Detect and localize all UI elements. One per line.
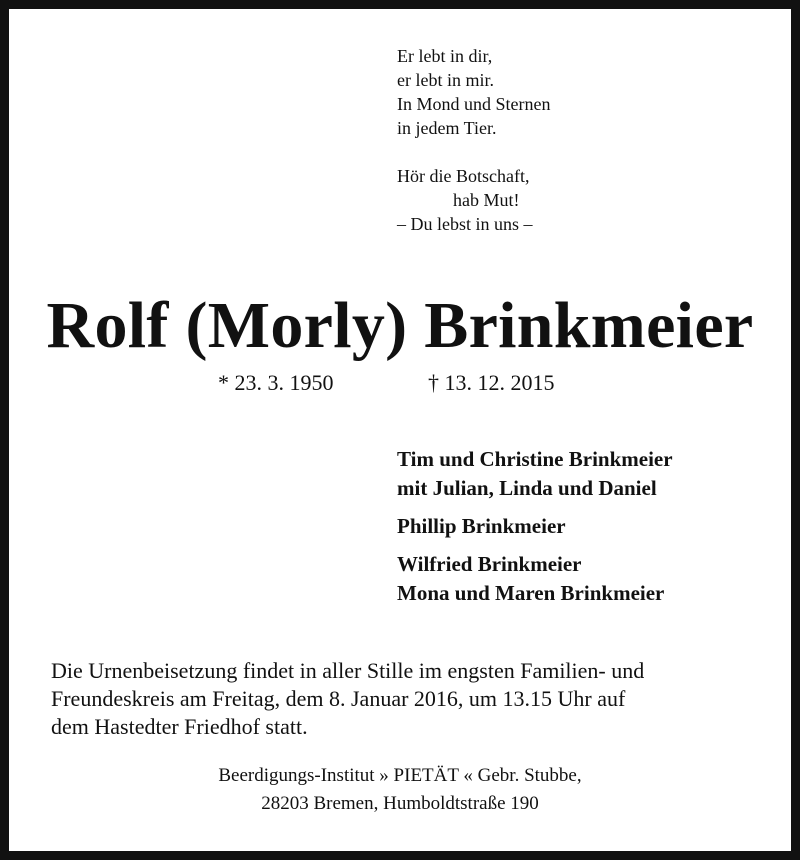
mourner-line: mit Julian, Linda und Daniel xyxy=(397,476,657,500)
mourner-line: Wilfried Brinkmeier xyxy=(397,552,582,576)
mourner-line: Tim und Christine Brinkmeier xyxy=(397,447,673,471)
announcement-line: Die Urnenbeisetzung findet in aller Stille im engsten Familien- und xyxy=(51,658,645,683)
death-date: † 13. 12. 2015 xyxy=(428,370,555,395)
announcement-line: dem Hastedter Friedhof statt. xyxy=(51,714,308,739)
poem-stanza-2 xyxy=(397,164,550,236)
mourner-group xyxy=(397,512,673,541)
funeral-home xyxy=(0,762,800,818)
poem-line: In Mond und Sternen xyxy=(397,94,551,114)
mourner-line: Mona und Maren Brinkmeier xyxy=(397,581,665,605)
mourners-list xyxy=(397,445,673,617)
announcement-line: Freundeskreis am Freitag, dem 8. Januar 2016, um 13.15 Uhr auf xyxy=(51,686,626,711)
poem-line: Er lebt in dir, xyxy=(397,46,493,66)
poem-stanza-1 xyxy=(397,44,550,140)
mourner-line: Phillip Brinkmeier xyxy=(397,514,566,538)
deceased-name: Rolf (Morly) Brinkmeier xyxy=(46,289,754,362)
poem-line: er lebt in mir. xyxy=(397,70,494,90)
mourner-group xyxy=(397,445,673,503)
funeral-announcement xyxy=(51,657,771,741)
funeral-home-address: 28203 Bremen, Humboldtstraße 190 xyxy=(261,793,539,814)
funeral-home-line: Beerdigungs-Institut » PIETÄT « Gebr. Stubbe, xyxy=(218,765,582,786)
poem-line: – Du lebst in uns – xyxy=(397,214,533,234)
poem-line: in jedem Tier. xyxy=(397,118,497,138)
mourner-group xyxy=(397,550,673,608)
poem-line: Hör die Botschaft, xyxy=(397,166,530,186)
poem xyxy=(397,44,550,236)
birth-date: * 23. 3. 1950 xyxy=(218,370,334,395)
poem-line: hab Mut! xyxy=(453,190,520,210)
